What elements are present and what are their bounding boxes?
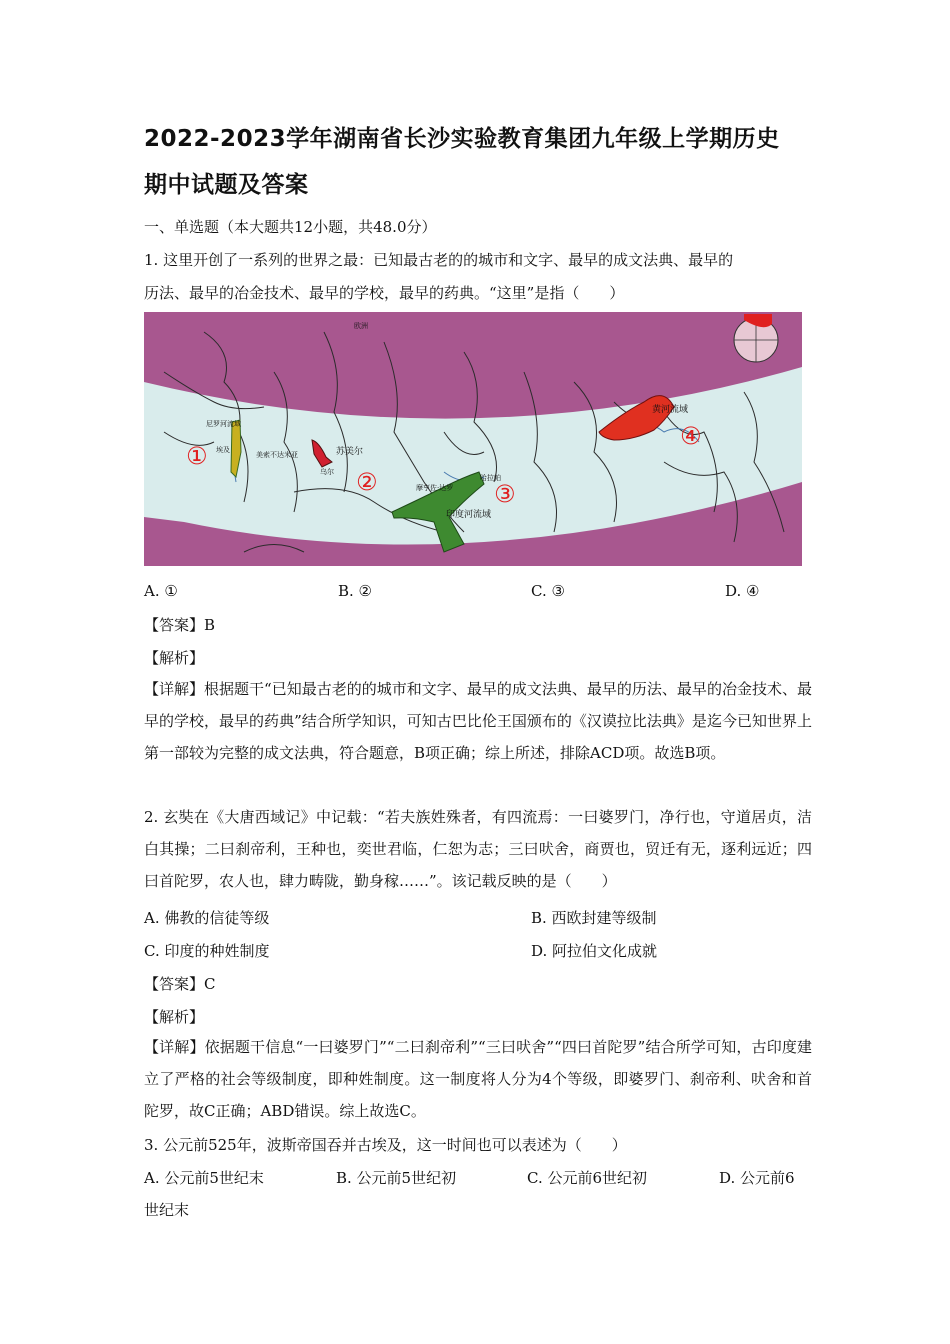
label-nile: 尼罗河流域	[206, 420, 241, 428]
q2-option-a[interactable]: A. 佛教的信徒等级	[144, 909, 270, 927]
label-meso: 美索不达米亚	[256, 451, 298, 459]
q1-option-c[interactable]: C. ③	[531, 582, 565, 600]
q1-option-a[interactable]: A. ①	[144, 582, 178, 600]
q1-analysis-heading: 【解析】	[144, 649, 205, 667]
title-line-1: 2022-2023学年湖南省长沙实验教育集团九年级上学期历史	[144, 126, 780, 152]
q1-option-d[interactable]: D. ④	[725, 582, 760, 600]
label-mohenjo: 摩亨佐·达罗	[416, 484, 454, 492]
q3-option-d[interactable]: D. 公元前6	[719, 1169, 795, 1187]
q1-stem-line-1: 1. 这里开创了一系列的世界之最：已知最古老的的城市和文字、最早的成文法典、最早的	[144, 251, 734, 269]
q2-detail: 【详解】依据题干信息“一曰婆罗门”“二曰刹帝利”“三曰吠舍”“四曰首陀罗”结合所学可知，古印度建立了严格的社会等级制度，即种姓制度。这一制度将人分为4个等级，即婆罗门、刹帝利、吠舍和首陀罗，故C正确；ABD错误。综上故选C。	[144, 1038, 812, 1120]
q1-option-b[interactable]: B. ②	[338, 582, 373, 600]
label-harappa: 哈拉帕	[480, 474, 501, 482]
label-europe: 欧洲	[354, 322, 368, 330]
q3-stem: 3. 公元前525年，波斯帝国吞并古埃及，这一时间也可以表述为（ ）	[144, 1136, 627, 1154]
q3-option-d-wrap: 世纪末	[144, 1201, 190, 1219]
q1-answer: 【答案】B	[144, 616, 216, 634]
ancient-civilizations-map	[144, 312, 802, 566]
map-marker-1: ①	[186, 442, 208, 470]
q3-option-c[interactable]: C. 公元前6世纪初	[527, 1169, 648, 1187]
map-marker-4: ④	[680, 422, 702, 450]
q1-detail: 【详解】根据题干“已知最古老的的城市和文字、最早的成文法典、最早的历法、最早的冶金技术、最早的学校，最早的药典”结合所学知识，可知古巴比伦王国颁布的《汉谟拉比法典》是迄今已知世界上第一部较为完整的成文法典，符合题意，B项正确；综上所述，排除ACD项。故选B项。	[144, 680, 812, 762]
label-ur: 乌尔	[320, 468, 334, 476]
label-yellow: 黄河流域	[652, 405, 689, 415]
q2-option-d[interactable]: D. 阿拉伯文化成就	[531, 942, 658, 960]
label-egypt: 埃及	[216, 446, 230, 454]
map-marker-2: ②	[356, 468, 378, 496]
q2-analysis-heading: 【解析】	[144, 1008, 205, 1026]
q2-stem: 2. 玄奘在《大唐西域记》中记载：“若夫族姓殊者，有四流焉：一曰婆罗门，净行也，守道居贞，洁白其操；二曰刹帝利，王种也，奕世君临，仁恕为志；三曰吠舍，商贾也，贸迁有无，逐利远近；四曰首陀罗，农人也，肆力畴陇，勤身稼……”。该记载反映的是（ ）	[144, 808, 812, 890]
q3-option-b[interactable]: B. 公元前5世纪初	[336, 1169, 457, 1187]
q2-option-c[interactable]: C. 印度的种姓制度	[144, 942, 270, 960]
label-sumer: 苏美尔	[336, 447, 364, 457]
q2-option-b[interactable]: B. 西欧封建等级制	[531, 909, 657, 927]
q3-option-a[interactable]: A. 公元前5世纪末	[144, 1169, 264, 1187]
section-heading: 一、单选题（本大题共12小题，共48.0分）	[144, 218, 437, 236]
label-indus: 印度河流域	[446, 510, 492, 520]
map-marker-3: ③	[494, 480, 516, 508]
q2-answer: 【答案】C	[144, 975, 216, 993]
title-line-2: 期中试题及答案	[144, 172, 309, 198]
document-title	[144, 116, 824, 208]
q1-stem-line-2: 历法、最早的冶金技术、最早的学校，最早的药典。“这里”是指（ ）	[144, 284, 625, 302]
